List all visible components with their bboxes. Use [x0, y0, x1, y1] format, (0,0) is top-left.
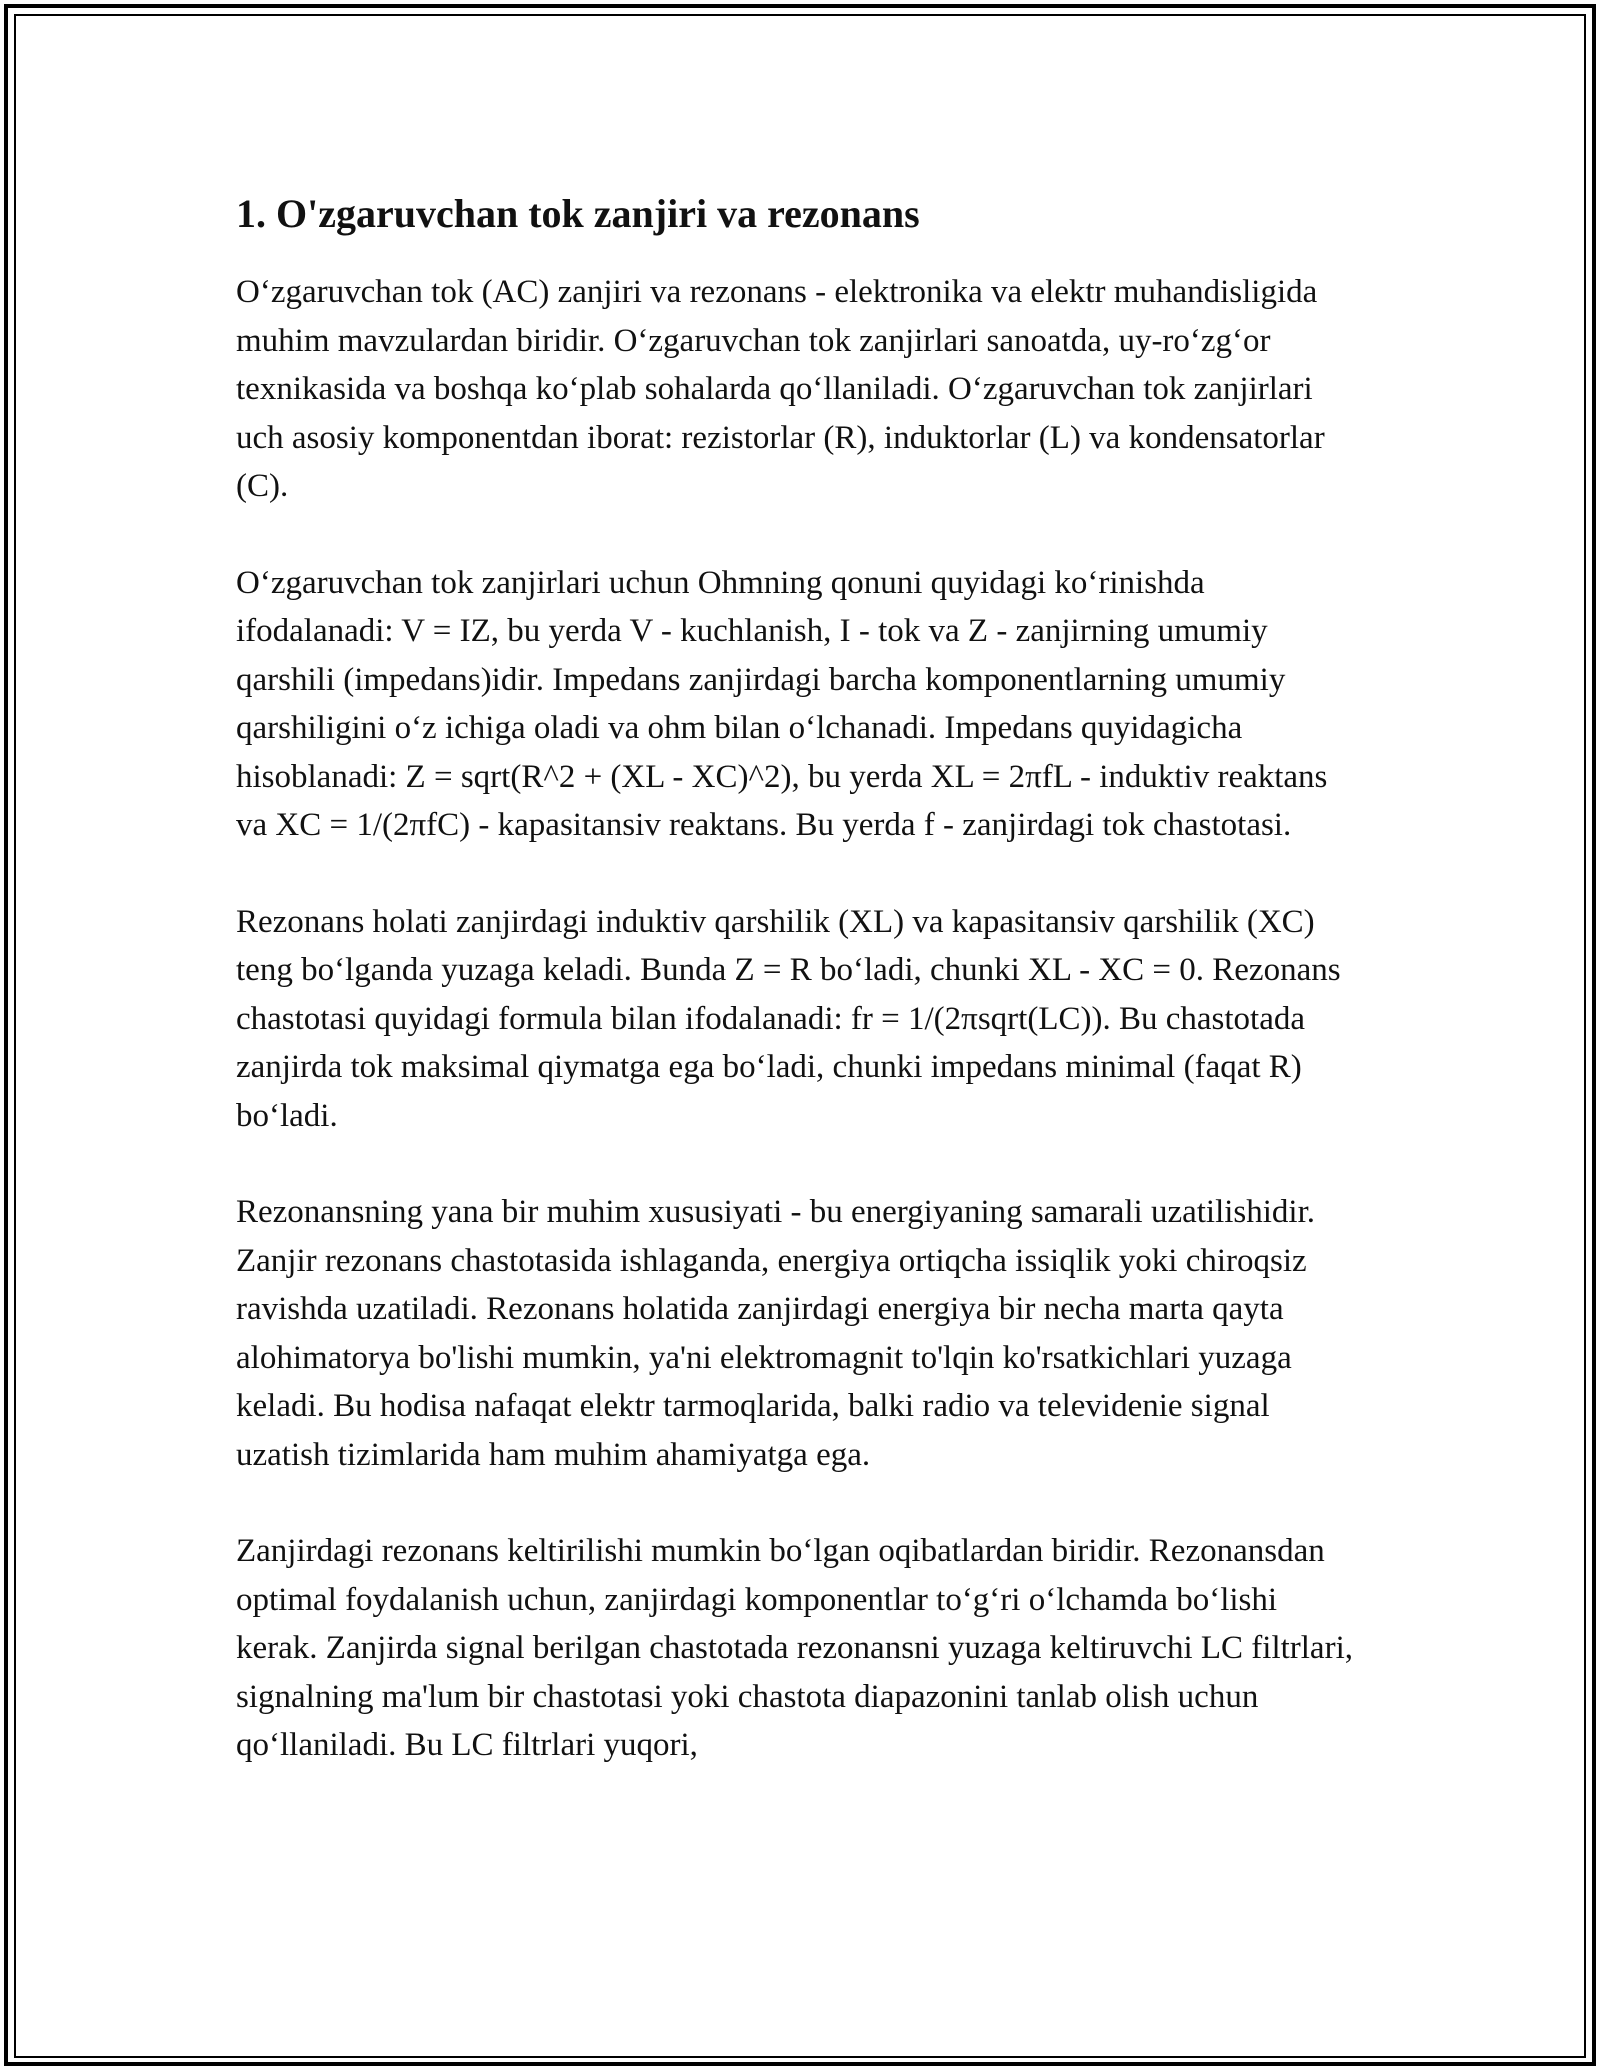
- paragraph-ohms-law: O‘zgaruvchan tok zanjirlari uchun Ohmning qonuni quyidagi ko‘rinishda ifodalanadi: V = IZ, bu yerda V - kuchlanish, I - tok va Z - zanjirning umumiy qarshili (impedans)idir. Impedans zanjirdagi barcha komponentlarning umumiy qarshiligini o‘z ichiga oladi va ohm bilan o‘lchanadi. Impedans quyidagicha hisoblanadi: Z = sqrt(R^2 + (XL - XC)^2), bu yerda XL = 2πfL - induktiv reaktans va XC = 1/(2πfC) - kapasitansiv reaktans. Bu yerda f - zanjirdagi tok chastotasi.: [236, 564, 1328, 843]
- paragraph-lc-filters: Zanjirdagi rezonans keltirilishi mumkin bo‘lgan oqibatlardan biridir. Rezonansdan optimal foydalanish uchun, zanjirdagi komponentlar to‘g‘ri o‘lchamda bo‘lishi kerak. Zanjirda signal berilgan chastotada rezonansni yuzaga keltiruvchi LC filtrlari, signalning ma'lum bir chastotasi yoki chastota diapazonini tanlab olish uchun qo‘llaniladi. Bu LC filtrlari yuqori,: [236, 1533, 1353, 1763]
- paragraph-intro: O‘zgaruvchan tok (AC) zanjiri va rezonans - elektronika va elektr muhandisligida muhim mavzulardan biridir. O‘zgaruvchan tok zanjirlari sanoatda, uy-ro‘zg‘or texnikasida va boshqa ko‘plab sohalarda qo‘llaniladi. O‘zgaruvchan tok zanjirlari uch asosiy komponentdan iborat: rezistorlar (R), induktorlar (L) va kondensatorlar (C).: [236, 274, 1325, 504]
- paragraph-resonance: Rezonans holati zanjirdagi induktiv qarshilik (XL) va kapasitansiv qarshilik (XC) teng bo‘lganda yuzaga keladi. Bunda Z = R bo‘ladi, chunki XL - XC = 0. Rezonans chastotasi quyidagi formula bilan ifodalanadi: fr = 1/(2πsqrt(LC)). Bu chastotada zanjirda tok maksimal qiymatga ega bo‘ladi, chunki impedans minimal (faqat R) bo‘ladi.: [236, 903, 1341, 1134]
- section-heading: 1. O'zgaruvchan tok zanjiri va rezonans: [236, 191, 920, 236]
- paragraph-energy-transfer: Rezonansning yana bir muhim xususiyati - bu energiyaning samarali uzatilishidir. Zanjir rezonans chastotasida ishlaganda, energiya ortiqcha issiqlik yoki chiroqsiz ravishda uzatiladi. Rezonans holatida zanjirdagi energiya bir necha marta qayta alohimatorya bo'lishi mumkin, ya'ni elektromagnit to'lqin ko'rsatkichlari yuzaga keladi. Bu hodisa nafaqat elektr tarmoqlarida, balki radio va televidenie signal uzatish tizimlarida ham muhim ahamiyatga ega.: [236, 1194, 1316, 1473]
- document-body: [236, 184, 1366, 1818]
